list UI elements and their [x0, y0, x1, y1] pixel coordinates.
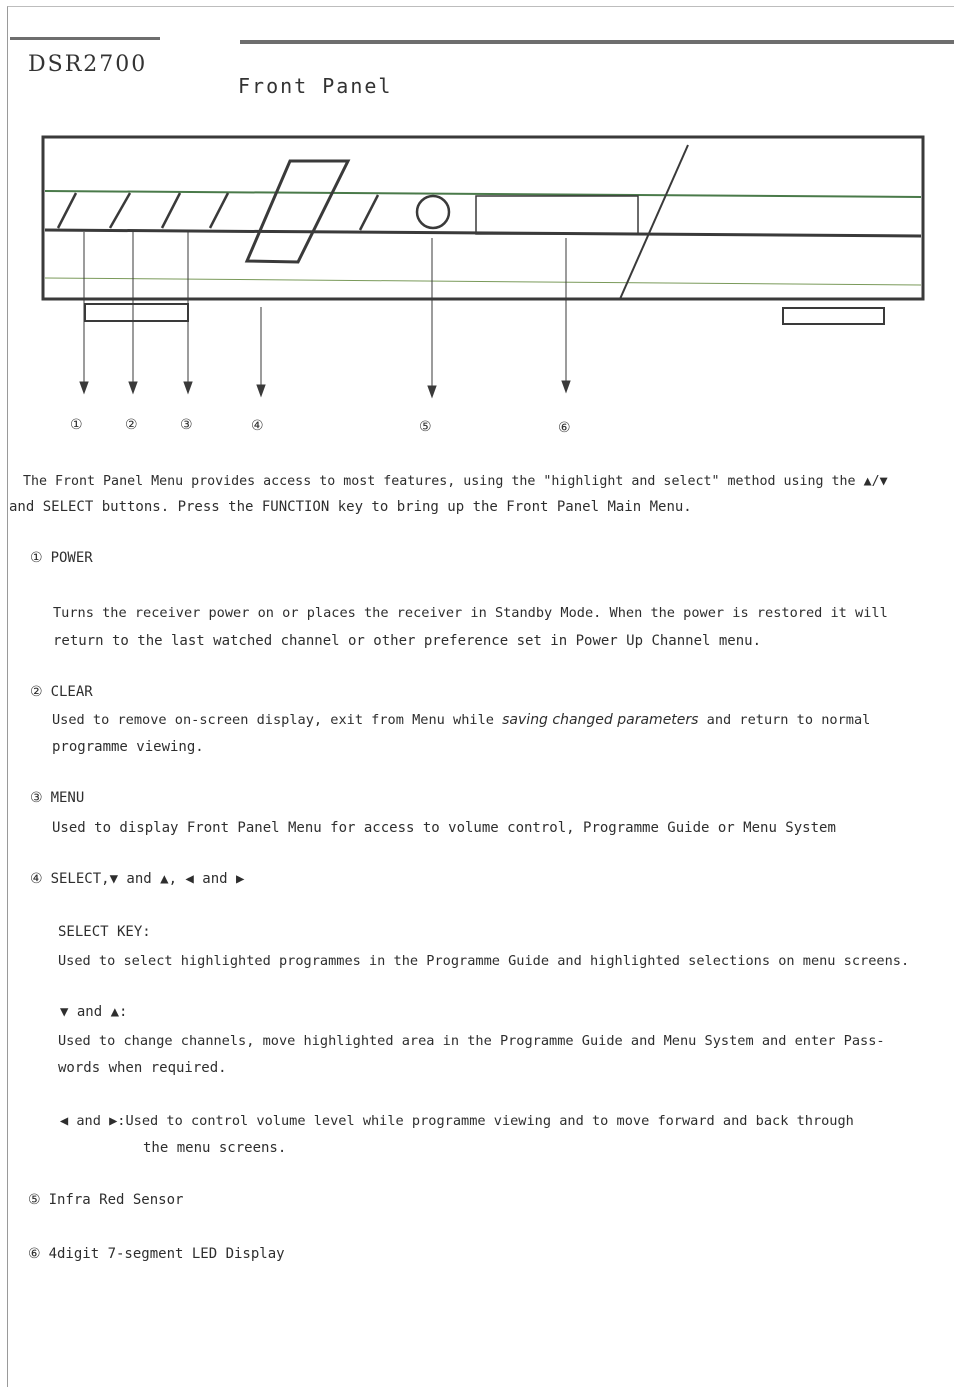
select-key-title: SELECT KEY:	[58, 924, 151, 940]
menu-heading	[30, 785, 84, 812]
infrared-title: Infra Red Sensor	[48, 1192, 184, 1208]
led-display-window	[476, 196, 638, 234]
callout-3: ③	[180, 417, 193, 433]
clear-desc-1a: Used to remove on-screen display, exit from Menu while	[52, 712, 503, 728]
ir-sensor-circle	[417, 196, 449, 228]
front-panel-diagram	[0, 125, 954, 445]
power-desc-2: return to the last watched channel or other preference set in Power Up Channel menu.	[53, 633, 762, 649]
select-number: ④	[30, 871, 43, 887]
panel-foot-right	[783, 308, 884, 324]
intro-line-1: The Front Panel Menu provides access to most features, using the "highlight and select" method using the ▲/▼	[23, 474, 888, 489]
clear-desc-2: programme viewing.	[52, 739, 204, 755]
infrared-number: ⑤	[28, 1192, 41, 1208]
leftright-desc-2: the menu screens.	[143, 1140, 287, 1156]
select-key-shape	[247, 161, 348, 262]
clear-heading	[30, 679, 93, 706]
infrared-heading	[28, 1187, 183, 1214]
updown-desc-1: Used to change channels, move highlighted area in the Programme Guide and Menu System and enter Pass-	[58, 1033, 885, 1049]
clear-desc-1	[52, 707, 870, 734]
clear-desc-1b: saving changed parameters	[502, 712, 699, 728]
display-number: ⑥	[28, 1246, 41, 1262]
menu-number: ③	[30, 790, 43, 806]
model-name: DSR2700	[28, 52, 148, 77]
clear-title: CLEAR	[50, 684, 93, 700]
header-rule-left	[10, 37, 160, 40]
section-title: Front Panel	[238, 74, 393, 98]
select-heading	[30, 866, 244, 893]
panel-base-line	[45, 278, 921, 285]
header-rule-right	[240, 40, 954, 44]
callout-arrows	[80, 232, 570, 397]
callout-4: ④	[251, 418, 264, 434]
updown-desc-2: words when required.	[58, 1060, 227, 1076]
panel-foot-left	[85, 304, 188, 321]
callout-5: ⑤	[419, 419, 432, 435]
intro-line-2: and SELECT buttons. Press the FUNCTION key to bring up the Front Panel Main Menu.	[9, 499, 692, 515]
display-heading	[28, 1241, 285, 1268]
updown-title: ▼ and ▲:	[60, 1004, 128, 1020]
panel-outline	[43, 137, 923, 299]
menu-desc: Used to display Front Panel Menu for access to volume control, Programme Guide or Menu System	[52, 820, 836, 836]
display-title: 4digit 7-segment LED Display	[48, 1246, 285, 1262]
select-title: SELECT,▼ and ▲, ◀ and ▶	[50, 871, 245, 887]
callout-2: ②	[125, 417, 138, 433]
callout-1: ①	[70, 417, 83, 433]
power-number: ①	[30, 550, 43, 566]
panel-diagonal	[620, 145, 688, 299]
clear-desc-1c: and return to normal	[698, 712, 871, 728]
callout-6: ⑥	[558, 420, 571, 436]
clear-number: ②	[30, 684, 43, 700]
panel-band-bottom	[45, 230, 921, 236]
power-desc-1: Turns the receiver power on or places the receiver in Standby Mode. When the power is restored it will	[53, 605, 888, 621]
power-heading	[30, 545, 93, 572]
power-title: POWER	[50, 550, 93, 566]
leftright-desc-1: ◀ and ▶:Used to control volume level while programme viewing and to move forward and back through	[60, 1113, 854, 1129]
select-key-desc: Used to select highlighted programmes in the Programme Guide and highlighted selections on menu screens.	[58, 953, 910, 969]
menu-title: MENU	[50, 790, 85, 806]
